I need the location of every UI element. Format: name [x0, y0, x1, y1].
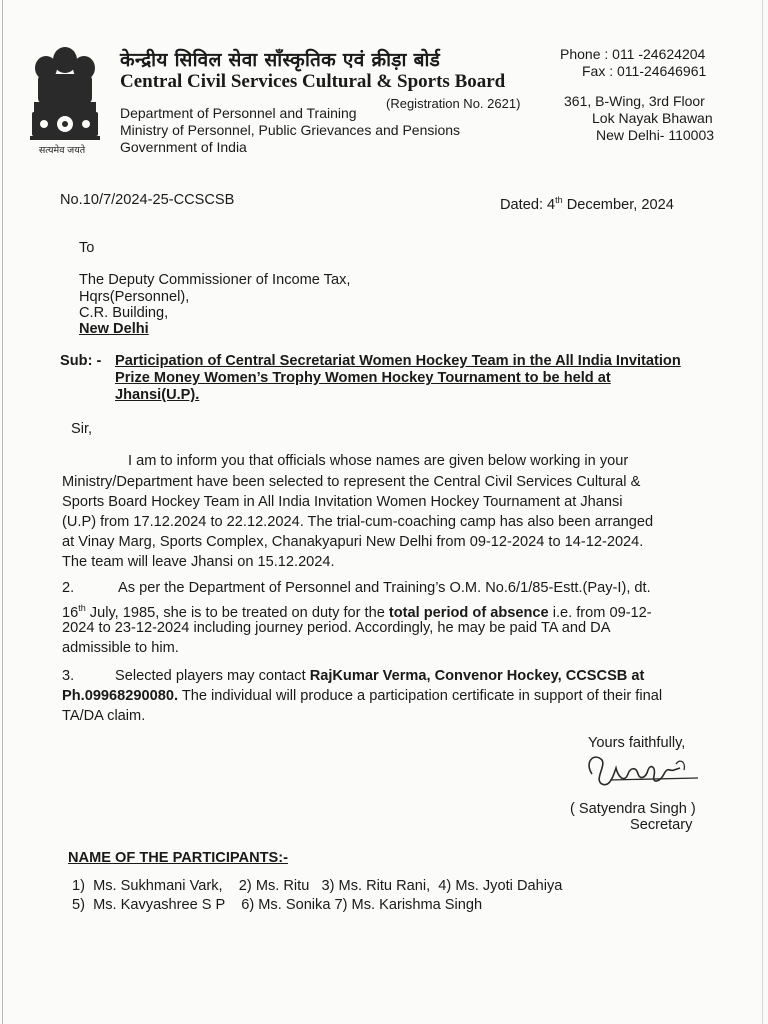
to-label: To	[79, 240, 95, 256]
para2-line-4: admissible to him.	[62, 640, 179, 656]
address-line-3: New Delhi- 110003	[596, 127, 715, 143]
subject-label: Sub: -	[60, 353, 102, 369]
letter-date: Dated: 4th December, 2024	[500, 195, 674, 213]
para1-line-3: Sports Board Hockey Team in All India Invitation Women Hockey Tournament at Jhansi	[62, 494, 623, 510]
signatory-name: ( Satyendra Singh )	[570, 801, 696, 817]
para2-line-1: As per the Department of Personnel and Training’s O.M. No.6/1/85-Estt.(Pay-I), dt.	[118, 580, 651, 596]
reference-number: No.10/7/2024-25-CCSCSB	[60, 192, 235, 208]
participants-heading: NAME OF THE PARTICIPANTS:-	[68, 850, 288, 866]
subject-line-3: Jhansi(U.P).	[115, 387, 200, 403]
ministry-name: Ministry of Personnel, Public Grievances and Pensions	[120, 122, 461, 138]
para3-line-2: Ph.09968290080. The individual will produce a participation certificate in support of their final	[62, 688, 663, 704]
para3-number: 3.	[62, 668, 75, 684]
para1-line-6: The team will leave Jhansi on 15.12.2024.	[62, 554, 335, 570]
address-line-1: 361, B-Wing, 3rd Floor	[564, 93, 705, 109]
para1-line-5: at Vinay Marg, Sports Complex, Chanakyapuri New Delhi from 09-12-2024 to 14-12-2024.	[62, 534, 644, 550]
salutation: Sir,	[71, 421, 93, 437]
board-name-hindi: केन्द्रीय सिविल सेवा सॉंस्कृतिक एवं क्रीड़ा बोर्ड	[120, 49, 441, 71]
government-name: Government of India	[120, 139, 247, 155]
emblem-motto: सत्यमेव जयते	[38, 145, 86, 156]
para2-line-3: 2024 to 23-12-2024 including journey period. Accordingly, he may be paid TA and DA	[62, 620, 611, 636]
department-name: Department of Personnel and Training	[120, 105, 357, 121]
para2-number: 2.	[62, 580, 75, 596]
para1-line-2: Ministry/Department have been selected to represent the Central Civil Services Cultural &	[62, 474, 641, 490]
para1-line-1: I am to inform you that officials whose names are given below working in your	[128, 453, 629, 469]
page-right-edge	[762, 0, 763, 1024]
para1-line-4: (U.P) from 17.12.2024 to 22.12.2024. The trial-cum-coaching camp has also been arranged	[62, 514, 654, 530]
recipient-line-2: Hqrs(Personnel),	[79, 289, 190, 305]
para3-line-1: Selected players may contact RajKumar Verma, Convenor Hockey, CCSCSB at	[115, 668, 645, 684]
subject-line-2: Prize Money Women’s Trophy Women Hockey Tournament to be held at	[115, 370, 611, 386]
address-line-2: Lok Nayak Bhawan	[592, 110, 713, 126]
recipient-city: New Delhi	[79, 321, 149, 337]
page-left-edge	[2, 0, 3, 1024]
fax-number: Fax : 011-24646961	[582, 63, 707, 79]
signature-icon	[580, 744, 710, 794]
registration-number: (Registration No. 2621)	[386, 96, 521, 111]
phone-number: Phone : 011 -24624204	[560, 46, 706, 62]
subject-line-1: Participation of Central Secretariat Women Hockey Team in the All India Invitation	[115, 353, 681, 369]
signatory-designation: Secretary	[630, 817, 693, 833]
participants-row-1: 1) Ms. Sukhmani Vark, 2) Ms. Ritu 3) Ms. Ritu Rani, 4) Ms. Jyoti Dahiya	[72, 878, 563, 894]
national-emblem-icon	[24, 40, 106, 158]
board-name-english: Central Civil Services Cultural & Sports Board	[120, 71, 506, 92]
para2-line-2: 16th July, 1985, she is to be treated on duty for the total period of absence i.e. from 09-12-	[62, 603, 652, 621]
para3-line-3: TA/DA claim.	[62, 708, 146, 724]
recipient-line-1: The Deputy Commissioner of Income Tax,	[79, 272, 351, 288]
participants-row-2: 5) Ms. Kavyashree S P 6) Ms. Sonika 7) Ms. Karishma Singh	[72, 897, 483, 913]
closing-phrase: Yours faithfully,	[588, 735, 686, 751]
recipient-line-3: C.R. Building,	[79, 305, 169, 321]
